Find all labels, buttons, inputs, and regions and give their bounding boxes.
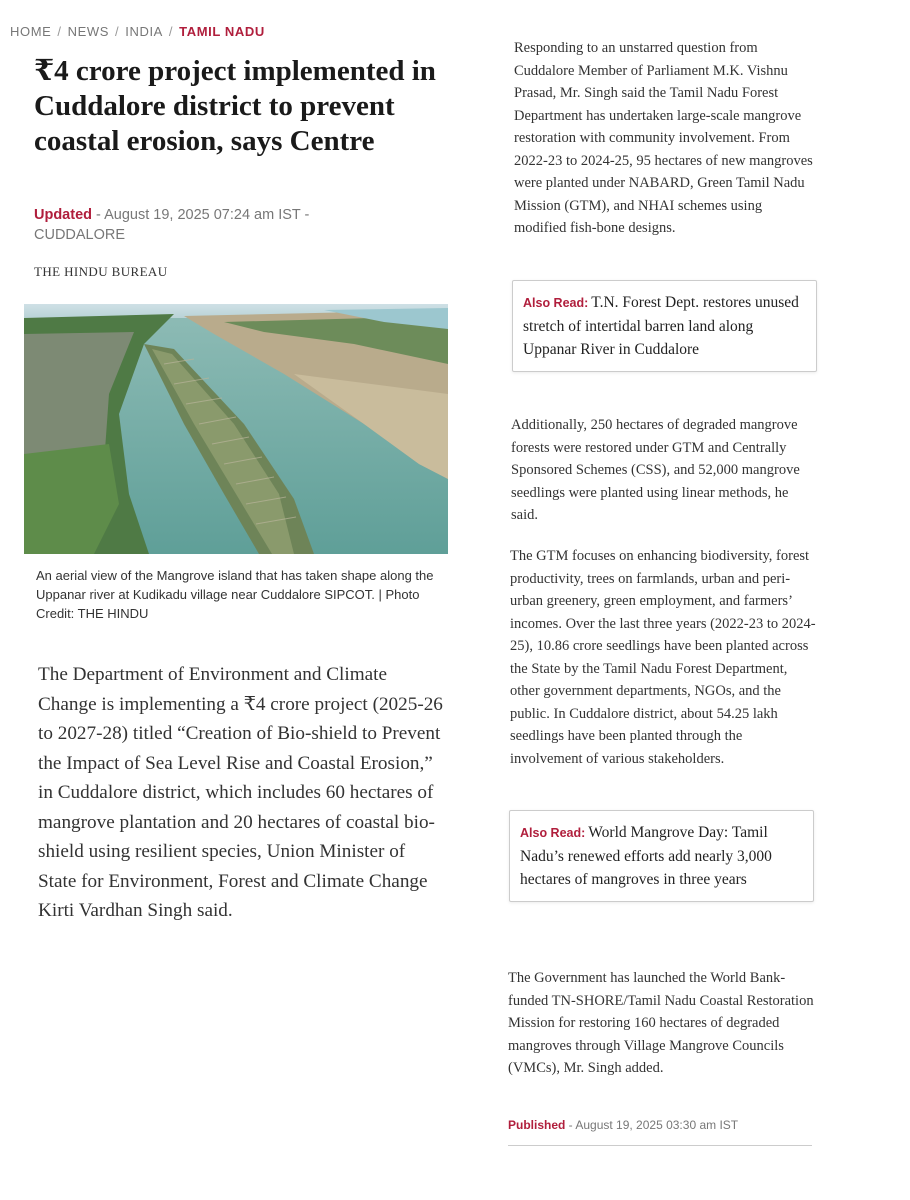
published-text: - August 19, 2025 03:30 am IST [565,1118,739,1132]
body-paragraph-4: The Government has launched the World Bank-funded TN-SHORE/Tamil Nadu Coastal Restoration Mission for restoring 160 hectares of degraded mangroves through Village Mangrove Councils (VMCs), Mr. Singh added. [508,970,814,1076]
updated-label: Updated [34,207,92,223]
also-read-label: Also Read: [523,296,589,310]
lead-paragraph: The Department of Environment and Climate Change is implementing a ₹4 crore project (2025-26 to 2027-28) titled “Creation of Bio-shield to Prevent the Impact of Sea Level Rise and Coastal Erosion,” in Cuddalore district, which includes 60 hectares of mangrove plantation and 20 hectares of coastal bio-shield using resilient species, Union Minister of State for Environment, Forest and Climate Change Kirti Vardhan Singh said. [38,664,443,921]
breadcrumb [10,24,265,39]
photo-caption: An aerial view of the Mangrove island that has taken shape along the Uppanar river at Kudikadu village near Cuddalore SIPCOT. | Photo Credit: THE HINDU [36,568,434,621]
also-read-box-1[interactable] [512,280,817,372]
updated-timestamp [34,205,364,245]
body-paragraph-2: Additionally, 250 hectares of degraded mangrove forests were restored under GTM and Centrally Sponsored Schemes (CSS), and 52,000 mangrove seedlings were planted using linear methods, he said. [511,417,800,523]
body-paragraph-1: Responding to an unstarred question from Cuddalore Member of Parliament M.K. Vishnu Prasad, Mr. Singh said the Tamil Nadu Forest Department has undertaken large-scale mangrove restoration with community involvement. From 2022-23 to 2024-25, 95 hectares of new mangroves were planted under NABARD, Green Tamil Nadu Mission (GTM), and NHAI schemes using modified fish-bone designs. [514,40,813,236]
also-read-link-1[interactable]: T.N. Forest Dept. restores unused stretch of intertidal barren land along Uppanar River in Cuddalore [523,294,799,358]
article-headline: ₹4 crore project implemented in Cuddalore district to prevent coastal erosion, says Centre [34,55,436,157]
breadcrumb-separator: / [115,24,120,39]
mangrove-island-aerial-image [24,304,448,554]
bottom-divider [508,1145,812,1146]
published-label: Published [508,1118,566,1132]
breadcrumb-tamil-nadu-link[interactable]: TAMIL NADU [179,24,265,39]
breadcrumb-news-link[interactable]: NEWS [67,24,110,39]
updated-text: - August 19, 2025 07:24 am IST - CUDDALORE [34,207,310,243]
published-timestamp [508,1118,814,1132]
breadcrumb-separator: / [57,24,62,39]
also-read-link-2[interactable]: World Mangrove Day: Tamil Nadu’s renewed efforts add nearly 3,000 hectares of mangroves in three years [520,824,772,888]
author-byline[interactable]: THE HINDU BUREAU [34,264,168,279]
breadcrumb-separator: / [168,24,174,39]
breadcrumb-home-link[interactable]: HOME [10,24,52,39]
breadcrumb-india-link[interactable]: INDIA [125,24,163,39]
article-photo[interactable] [24,304,448,554]
also-read-box-2[interactable] [509,810,814,902]
also-read-label: Also Read: [520,826,586,840]
body-paragraph-3: The GTM focuses on enhancing biodiversity, forest productivity, trees on farmlands, urban and peri-urban greenery, green employment, and farmers’ incomes. Over the last three years (2022-23 to 2024-25), 10.86 crore seedlings have been planted across the State by the Tamil Nadu Forest Department, other government departments, NGOs, and the public. In Cuddalore district, about 54.25 lakh seedlings have been planted through the involvement of various stakeholders. [510,548,816,767]
